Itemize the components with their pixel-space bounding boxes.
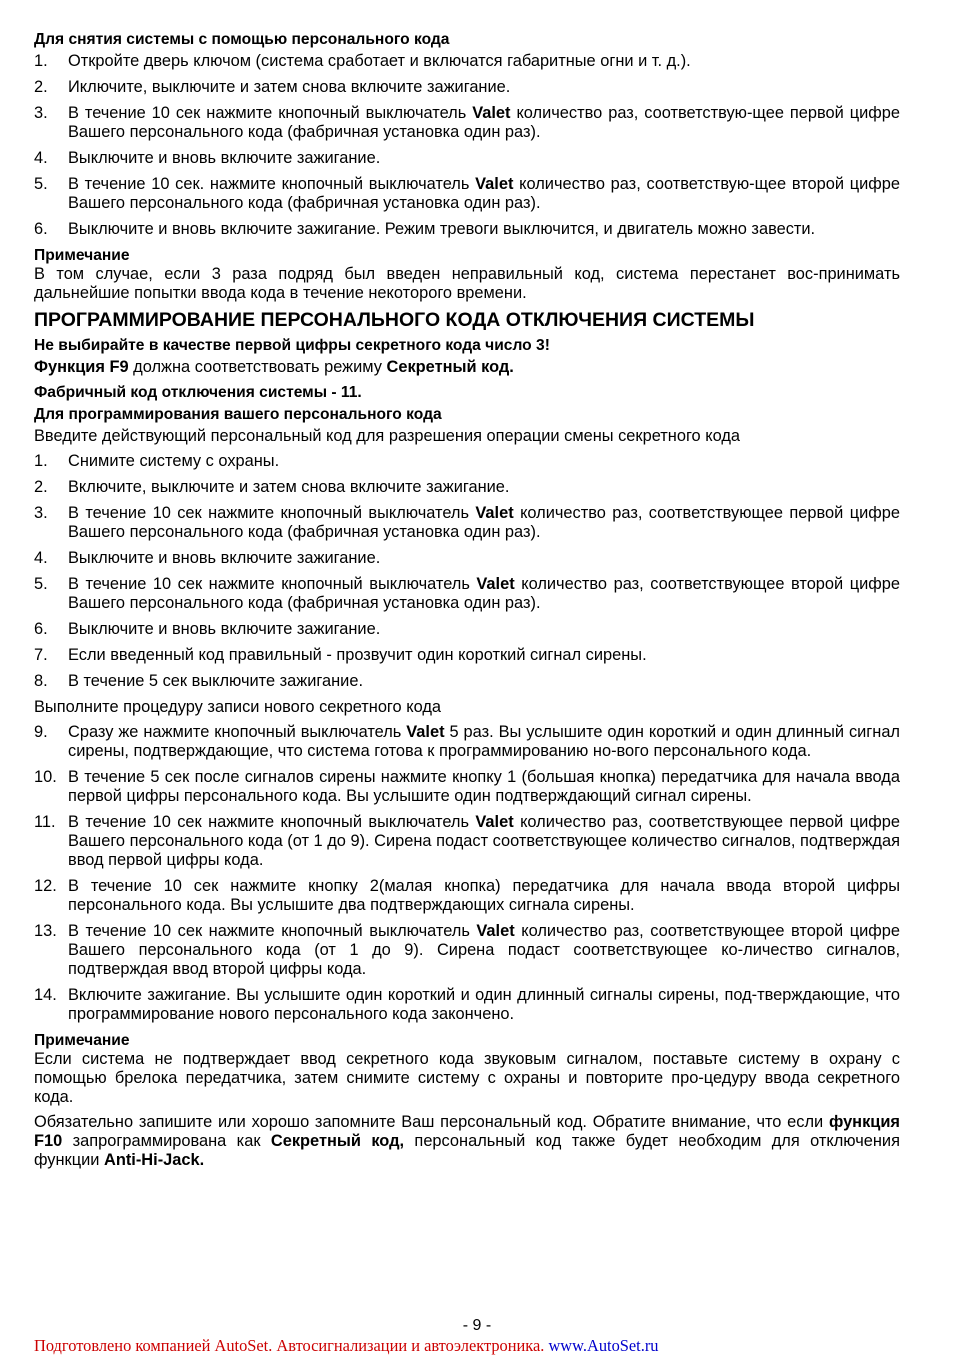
list-item: 13. В течение 10 сек нажмите кнопочный выключатель Valet количество раз, соответствующее второй цифре Вашего персонального кода (от 1 до 9). Сирена подаст соответствующее ко-личество сигналов, подтверждая ввод второй цифры кода. [34,922,900,978]
section2-list-b [34,723,900,1024]
section2-list-a [34,452,900,691]
list-item: 5. В течение 10 сек нажмите кнопочный выключатель Valet количество раз, соответствующее второй цифре Вашего персонального кода (фабричная установка один раз). [34,575,900,612]
list-item: 14. Включите зажигание. Вы услышите один короткий и один длинный сигналы сирены, под-тверждающие, что программирование нового персонального кода закончено. [34,986,900,1023]
list-item: 4. Выключите и вновь включите зажигание. [34,549,381,567]
page-number: - 9 - [462,1317,492,1334]
list-item: 6. Выключите и вновь включите зажигание. Режим тревоги выключится, и двигатель можно завести. [34,220,816,238]
note-title: Примечание [34,247,130,264]
list-item: 9. Сразу же нажмите кнопочный выключатель Valet 5 раз. Вы услышите один короткий и один длинный сигнал сирены, подтверждающие, что система готова к программированию но-вого персонального кода. [34,723,900,760]
prog-heading: Для программирования вашего персонального кода [34,406,442,423]
note-text: Если система не подтверждает ввод секретного кода звуковым сигналом, поставьте систему в охрану с помощью брелока передатчика, затем снимите систему с охраны и повторите про-цедуру ввода секретного кода. [34,1050,900,1106]
section1-list [34,52,900,239]
f9-line: Функция F9 должна соответствовать режиму Секретный код. [34,358,514,376]
list-item: 5. В течение 10 сек. нажмите кнопочный выключатель Valet количество раз, соответствую-щее второй цифре Вашего персонального кода (фабричная установка один раз). [34,175,900,212]
list-item: 4. Выключите и вновь включите зажигание. [34,149,381,167]
list-item: 3. В течение 10 сек нажмите кнопочный выключатель Valet количество раз, соответствующее первой цифре Вашего персонального кода (фабричная установка один раз). [34,504,900,541]
note-text: В том случае, если 3 раза подряд был введен неправильный код, система перестанет вос-принимать дальнейшие попытки ввода кода в течение некоторого времени. [34,265,900,302]
warning-text: Не выбирайте в качестве первой цифры секретного кода число 3! [34,337,550,354]
factory-code: Фабричный код отключения системы - 11. [34,384,362,401]
intro-text: Введите действующий персональный код для разрешения операции смены секретного кода [34,427,741,445]
section1-heading: Для снятия системы с помощью персонального кода [34,31,450,48]
list-item: 11. В течение 10 сек нажмите кнопочный выключатель Valet количество раз, соответствующее первой цифре Вашего персонального кода (от 1 до 9). Сирена подаст соответствующее количество сигналов, подтверждая ввод первой цифры кода. [34,813,900,869]
list-item: 12. В течение 10 сек нажмите кнопку 2(малая кнопка) передатчика для начала ввода второй цифры персонального кода. Вы услышите два подтверждающих сигнала сирены. [34,877,900,914]
section2-heading: ПРОГРАММИРОВАНИЕ ПЕРСОНАЛЬНОГО КОДА ОТКЛЮЧЕНИЯ СИСТЕМЫ [34,309,755,331]
list-item: 1. Откройте дверь ключом (система сработает и включатся габаритные огни и т. д.). [34,52,691,70]
list-item: 6. Выключите и вновь включите зажигание. [34,620,381,638]
list-item: 8. В течение 5 сек выключите зажигание. [34,672,364,690]
list-item: 2. Включите, выключите и затем снова включите зажигание. [34,478,510,496]
footer-link[interactable]: www.AutoSet.ru [548,1336,659,1355]
list-item: 7. Если введенный код правильный - прозвучит один короткий сигнал сирены. [34,646,647,664]
list-item: 2. Иключите, выключите и затем снова включите зажигание. [34,78,511,96]
note-title: Примечание [34,1032,130,1049]
mid-text: Выполните процедуру записи нового секретного кода [34,698,442,716]
footer [34,1336,658,1356]
list-item: 3. В течение 10 сек нажмите кнопочный выключатель Valet количество раз, соответствую-щее первой цифре Вашего персонального кода (фабричная установка один раз). [34,104,900,141]
document-page [34,30,900,1176]
list-item: 10. В течение 5 сек после сигналов сирены нажмите кнопку 1 (большая кнопка) передатчика для начала ввода первой цифры персонального кода. Вы услышите один подтверждающий сигнал сирены. [34,768,900,805]
footer-text: Подготовлено компанией AutoSet. Автосигнализации и автоэлектроника. [34,1336,549,1355]
list-item: 1. Снимите систему с охраны. [34,452,280,470]
final-paragraph: Обязательно запишите или хорошо запомните Ваш персональный код. Обратите внимание, что если функция F10 запрограммирована как Секретный код, персональный код также будет необходим для отключения функции Anti-Hi-Jack. [34,1113,900,1169]
